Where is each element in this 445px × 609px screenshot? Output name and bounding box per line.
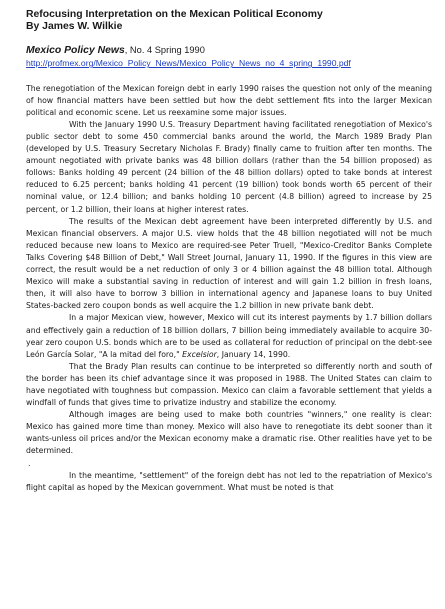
paragraph-4-text: In a major Mexican view, however, Mexico will cut its interest payments by 1.7 billion dollars and effectively gain a reduction of 18 billion dollars, 7 billion being immediately available to acquire 30-year zero coupon U.S. bonds which are to be used as collateral for reduction of principal on the debt-see León García Solar, "A la mitad del foro," xyxy=(26,313,432,359)
article-body xyxy=(26,83,432,458)
document-title: Refocusing Interpretation on the Mexican Political Economy xyxy=(26,9,323,20)
citation-date: , January 14, 1990. xyxy=(216,349,291,359)
paragraph-5: That the Brady Plan results can continue to be interpreted so differently north and south of the border has been its chief advantage since it was proposed in 1988. The United States can claim to have negotiated with toughness but compassion. Mexico can claim a favorable settlement that yields a windfall of funds that gives time to privatize industry and stabilize the economy. xyxy=(26,361,432,408)
paragraph-3: The results of the Mexican debt agreement have been interpreted differently by U.S. and Mexican financial observers. A major U.S. view holds that the 48 billion negotiated will not be much reduced because new loans to Mexico are required-see Peter Truell, "Mexico-Creditor Banks Complete Talks Covering $48 Billion of Debt," Wall Street Journal, January 11, 1990. If the figures in this view are correct, the result would be a net reduction of only 3 or 4 billion against the 48 billion total. Although Mexico will make a substantial saving in reduction of interest and will gain 1.2 billion in fresh loans, then, it will also have to borrow 3 billion in international agency and Japanese loans to buy United States-backed zero coupon bonds as well acquire the 1.2 billion in new private bank debt. xyxy=(26,216,432,311)
stray-mark: . xyxy=(28,458,31,468)
paragraph-6: Although images are being used to make both countries "winners," one reality is clear: Mexico has gained more time than money. Mexico will also have to renegotiate its debt sooner than it wants-unless oil prices and/or the Mexican economy make a dramatic rise. Other realities have yet to be determined. xyxy=(26,410,432,456)
paragraph-2: With the January 1990 U.S. Treasury Department having facilitated renegotiation of Mexico's public sector debt to some 450 commercial banks around the world, the March 1989 Brady Plan (developed by U.S. Treasury Secretary Nicholas F. Brady) finally came to fruition after ten months. The amount negotiated with private banks was 48 billion dollars (rather than the 54 billion proposed) as follows: Banks holding 49 percent (24 billion of the 48 billion dollars) opted to take bonds at interest reduced to 6.25 percent; banks holding 41 percent (19 billion) took bonds worth 65 percent of their nominal value, or 12.4 billion; and banks holding 10 percent (4.8 billion) agreed to increase by 25 percent, or 1.2 billion, their loans at higher interest rates. xyxy=(26,119,432,214)
paragraph-7: In the meantime, "settlement" of the foreign debt has not led to the repatriation of Mexico's flight capital as hoped by the Mexican government. What must be noted is that xyxy=(26,470,432,492)
author-byline: By James W. Wilkie xyxy=(26,21,123,33)
publication-issue: , No. 4 Spring 1990 xyxy=(124,44,205,55)
paragraph-1: The renegotiation of the Mexican foreign debt in early 1990 raises the question not only of the meaning of how financial matters have been settled but how the debt settlement fits into the larger Mexican political and economic scene. Let us reexamine some major issues. xyxy=(26,83,432,117)
article-body-continued xyxy=(26,470,432,494)
paragraph-4 xyxy=(26,312,432,360)
publication-name: Mexico Policy News xyxy=(26,44,125,56)
source-citation xyxy=(26,44,432,57)
source-url-link[interactable]: http://profmex.org/Mexico_Policy_News/Mexico_Policy_News_no_4_spring_1990.pdf xyxy=(26,58,351,69)
citation-excelsior: Excelsior xyxy=(182,349,217,359)
